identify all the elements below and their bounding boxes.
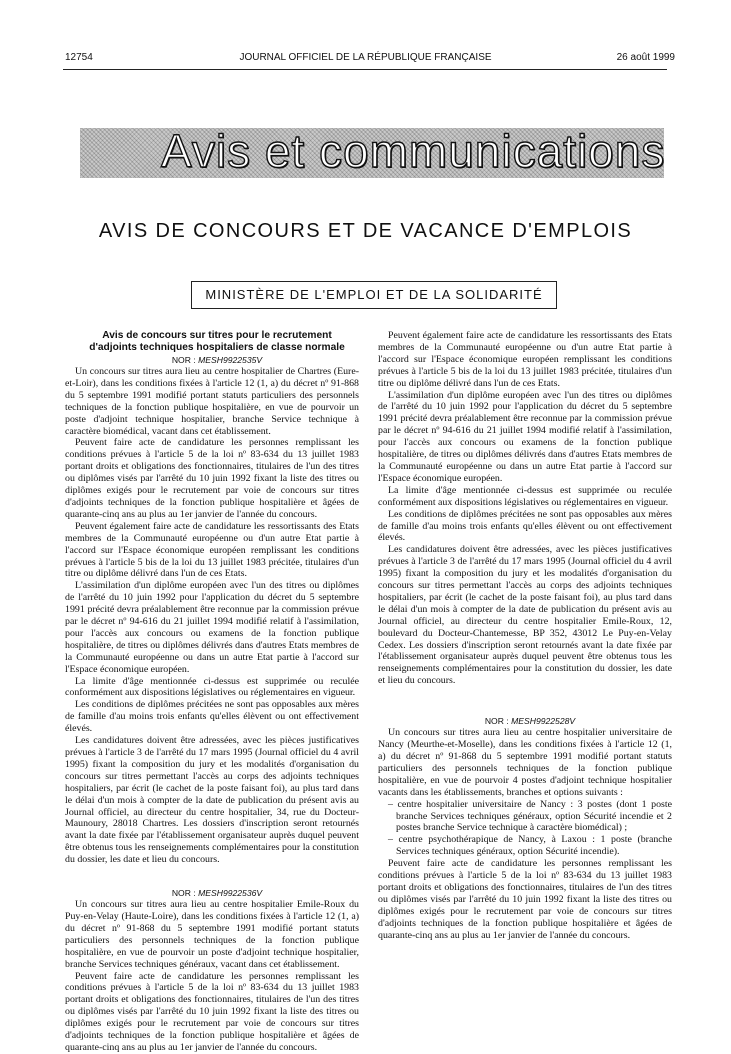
establishment-list (378, 799, 672, 859)
paragraph: L'assimilation d'un diplôme européen avec l'un des titres ou diplômes de l'arrêté du 10 juin 1992 pour l'application du décret du 5 septembre 1991 précité devra préalablement être reconnue par la commission prévue par le décret nº 94-616 du 21 juillet 1994 modifié relatif à l'assimilation, pour l'accès aux concours ou examens de la fonction publique hospitalière, de titres ou diplômes délivrés dans d'autres Etats membres de la Communauté européenne ou dans un autre Etat partie à l'accord sur l'Espace économique européen. (65, 580, 359, 675)
paragraph: La limite d'âge mentionnée ci-dessus est supprimée ou reculée conformément aux dispositions législatives ou réglementaires en vigueur. (378, 484, 672, 508)
main-title: AVIS DE CONCOURS ET DE VACANCE D'EMPLOIS (98, 220, 633, 242)
nor-reference (378, 715, 672, 727)
nor-reference (65, 354, 359, 366)
paragraph: Les candidatures doivent être adressées, avec les pièces justificatives prévues à l'article 3 de l'arrêté du 17 mars 1995 (Journal officiel du 4 avril 1995) fixant la composition du jury et les modalités d'organisation du concours sur titres permettant l'accès au corps des adjoints techniques hospitaliers, par écrit (le cachet de la poste faisant foi), au plus tard dans le délai d'un mois à compter de la date de publication du présent avis au Journal officiel, au directeur du centre hospitalier, 34, rue du Docteur-Maunoury, 28018 Chartres. Les dossiers d'inscription seront retournés avant la date fixée par l'établissement organisateur auprès duquel peuvent être obtenus tous les renseignements complémentaires pour la constitution du dossier, les date et lieu du concours. (65, 735, 359, 866)
paragraph: Peuvent faire acte de candidature les personnes remplissant les conditions prévues à l'article 5 de la loi nº 83-634 du 13 juillet 1983 portant droits et obligations des fonctionnaires, titulaires de l'un des titres ou diplômes visés par l'arrêté du 10 juin 1992 fixant la liste des titres ou diplômes exigés pour le recrutement par voie de concours sur titres d'adjoints techniques de la fonction publique hospitalière et âgées de quarante-cinq ans au plus au 1er janvier de l'année du concours. (65, 970, 359, 1053)
list-item: – centre psychothérapique de Nancy, à Laxou : 1 poste (branche Services techniques généraux, option Sécurité incendie). (388, 834, 672, 858)
nor-code: MESH9922535V (198, 355, 263, 365)
paragraph: La limite d'âge mentionnée ci-dessus est supprimée ou reculée conformément aux dispositions législatives ou réglementaires en vigueur. (65, 675, 359, 699)
paragraph: Peuvent faire acte de candidature les personnes remplissant les conditions prévues à l'article 5 de la loi nº 83-634 du 13 juillet 1983 portant droits et obligations des fonctionnaires, titulaires de l'un des titres ou diplômes visés par l'arrêté du 10 juin 1992 fixant la liste des titres ou diplômes exigés pour le recrutement par voie de concours sur titres d'adjoints techniques de la fonction publique hospitalière et âgées de quarante-cinq ans au plus au 1er janvier de l'année du concours. (378, 858, 672, 941)
paragraph: Peuvent également faire acte de candidature les ressortissants des Etats membres de la Communauté européenne ou d'un autre Etat partie à l'accord sur l'Espace économique européen remplissant les conditions prévues à l'article 5 bis de la loi du 13 juillet 1983 précitée, titulaires d'un titre ou diplôme délivré dans l'un de ces Etats. (65, 520, 359, 580)
nor-reference (65, 887, 359, 899)
page-number: 12754 (65, 52, 93, 63)
right-column (378, 330, 672, 980)
list-item: – centre hospitalier universitaire de Nancy : 3 postes (dont 1 poste branche Services techniques généraux, option Sécurité incendie et 2 postes branche Service technique à caractère biomédical) ; (388, 798, 672, 834)
nor-code: MESH9922536V (198, 888, 263, 899)
paragraph: Un concours sur titres aura lieu au centre hospitalier de Chartres (Eure-et-Loir), dans les conditions fixées à l'article 12 (1, a) du décret nº 91-868 du 5 septembre 1991 modifié portant statuts particuliers des personnels techniques de la fonction publique hospitalière, en vue de pourvoir un poste d'adjoint technique hospitalier, branche Service technique à caractère biomédical, vacant dans cet établissement. (65, 366, 359, 437)
nor-code: MESH9922528V (511, 716, 576, 727)
announcement-title-line1: Avis de concours sur titres pour le recrutement (102, 330, 332, 341)
running-header (0, 52, 731, 68)
paragraph: Les conditions de diplômes précitées ne sont pas opposables aux mères de famille d'au moins trois enfants qu'elles élèvent ou ont effectivement élevés. (378, 508, 672, 544)
paragraph: Peuvent faire acte de candidature les personnes remplissant les conditions prévues à l'article 5 de la loi nº 83-634 du 13 juillet 1983 portant droits et obligations des fonctionnaires, titulaires de l'un des titres ou diplômes visés par l'arrêté du 10 juin 1992 fixant la liste des titres ou diplômes exigés pour le recrutement par voie de concours sur titres d'adjoints techniques de la fonction publique hospitalière et âgées de quarante-cinq ans au plus au 1er janvier de l'année du concours. (65, 437, 359, 520)
announcement-title-line2: d'adjoints techniques hospitaliers de classe normale (89, 342, 345, 353)
nor-label: NOR : (484, 716, 509, 727)
journal-title: JOURNAL OFFICIEL DE LA RÉPUBLIQUE FRANÇAISE (239, 52, 492, 63)
issue-date: 26 août 1999 (616, 52, 675, 63)
ministry-heading: MINISTÈRE DE L'EMPLOI ET DE LA SOLIDARITÉ (191, 281, 557, 309)
paragraph-continued: Peuvent également faire acte de candidature les ressortissants des Etats membres de la Communauté européenne ou d'un autre Etat partie à l'accord sur l'Espace économique européen remplissant les conditions prévues à l'article 5 bis de la loi du 13 juillet 1983 précitée, titulaires d'un titre ou diplôme délivré dans l'un de ces Etats. (378, 330, 672, 389)
paragraph: Les candidatures doivent être adressées, avec les pièces justificatives prévues à l'article 3 de l'arrêté du 17 mars 1995 (Journal officiel du 4 avril 1995) fixant la composition du jury et les modalités d'organisation du concours sur titres permettant l'accès au corps des adjoints techniques hospitaliers, par écrit (le cachet de la poste faisant foi), au plus tard dans le délai d'un mois à compter de la date de publication du présent avis au Journal officiel, au directeur du centre hospitalier Emile-Roux, 12, boulevard du Docteur-Chantemesse, BP 352, 43012 Le Puy-en-Velay Cedex. Les dossiers d'inscription seront retournés avant la date fixée par l'établissement organisateur auprès duquel peuvent être obtenus tous les renseignements complémentaires pour la constitution du dossier, les date et lieu du concours. (378, 544, 672, 687)
nor-label: NOR : (171, 888, 196, 899)
nor-label: NOR : (171, 355, 196, 365)
paragraph: L'assimilation d'un diplôme européen avec l'un des titres ou diplômes de l'arrêté du 10 juin 1992 pour l'application du décret du 5 septembre 1991 précité devra préalablement être reconnue par la commission prévue par le décret nº 94-616 du 21 juillet 1994 modifié relatif à l'assimilation, pour l'accès aux concours ou examens de la fonction publique hospitalière, de titres ou diplômes délivrés dans d'autres Etats membres de la Communauté européenne ou dans un autre Etat partie à l'accord sur l'Espace économique européen. (378, 389, 672, 484)
left-column (65, 330, 359, 1053)
paragraph: Un concours sur titres aura lieu au centre hospitalier universitaire de Nancy (Meurthe-et-Moselle), dans les conditions fixées à l'article 12 (1, a) du décret nº 91-868 du 5 septembre 1991 modifié portant statuts particuliers des personnels techniques de la fonction publique hospitalière, en vue de pourvoir 4 postes d'adjoint technique hospitalier vacants dans les établissements, branches et options suivants : (378, 727, 672, 798)
header-rule (63, 69, 667, 70)
section-banner-title: Avis et communications (161, 125, 666, 177)
paragraph: Un concours sur titres aura lieu au centre hospitalier Emile-Roux du Puy-en-Velay (Haute-Loire), dans les conditions fixées à l'article 12 (1, a) du décret nº 91-868 du 5 septembre 1991 modifié portant statuts particuliers des personnels techniques de la fonction publique hospitalière, en vue de pourvoir un poste d'adjoint technique hospitalier, branche Services techniques généraux, vacant dans cet établissement. (65, 899, 359, 970)
paragraph: Les conditions de diplômes précitées ne sont pas opposables aux mères de famille d'au moins trois enfants qu'elles élèvent ou ont effectivement élevés. (65, 699, 359, 735)
